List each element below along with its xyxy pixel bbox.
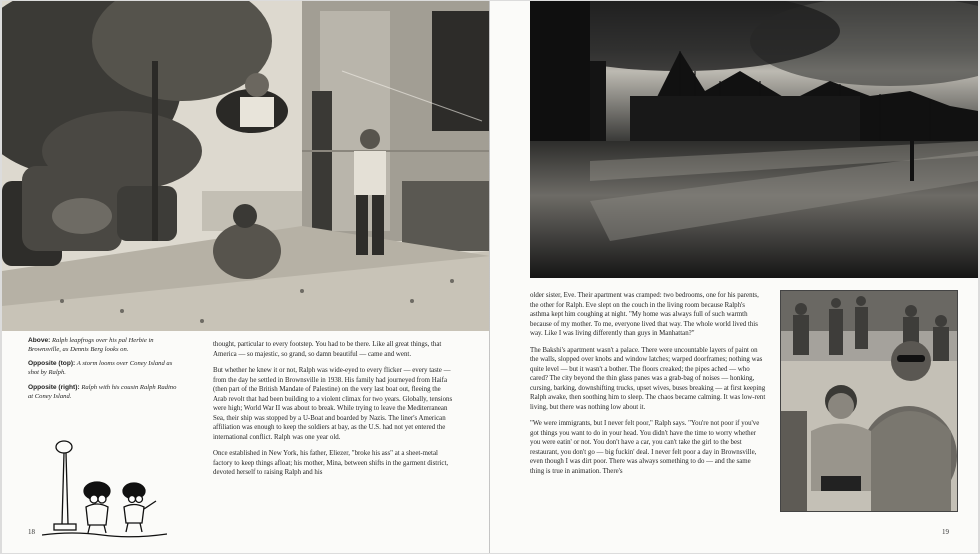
coney-island-storm-photo (530, 1, 978, 278)
paragraph: "We were immigrants, but I never felt poor," Ralph says. "You're not poor if you've got things you want to do in your head. You didn't have the time to worry whether you were eatin' or not. You don't have a car, you can't take the girl to the best restaurant, you don't go — big fuckin' deal. I never felt poor a day in Brownsville, even though I was dirt poor. There was always something to do — and the same thing is true in animation. There's (530, 420, 760, 475)
paragraph: older sister, Eve. Their apartment was cramped: two bedrooms, one for his parents, the other for Ralph. Eve slept on the couch in the living room because Ralph's asthma kept him coughing at night. "My home was always full of such warmth because of my mother. To me, everyone lived that way. The whole world lived this way. Like I was living differently than guys in Manhattan?" (530, 292, 759, 338)
photo-captions (28, 337, 178, 407)
right-page (490, 1, 978, 553)
paragraph: Once established in New York, his father, Eliezer, "broke his ass" at a sheet-metal factory to keep things afloat; his mother, Mina, between shifts in the garment district, devoted herself to raising Ralph and his (213, 450, 449, 477)
cartoon-characters-sketch (42, 439, 167, 539)
right-body-text (530, 291, 766, 483)
left-page (2, 1, 490, 553)
caption-opposite-right (28, 384, 178, 401)
coney-island-beach-photo (780, 290, 958, 512)
caption-label: Above: (28, 337, 51, 344)
caption-above (28, 337, 178, 354)
left-body-text (213, 340, 453, 485)
caption-text: Ralph with his cousin Ralph Radino at Coney Island. (28, 383, 177, 400)
page-number-left: 18 (28, 528, 35, 536)
page-number-right: 19 (942, 528, 949, 536)
caption-text: A storm looms over Coney Island as shot by Ralph. (28, 360, 173, 377)
caption-text: Ralph leapfrogs over his pal Herbie in Brownsville, as Dennis Berg looks on. (28, 337, 154, 353)
paragraph: The Bakshi's apartment wasn't a palace. There were uncountable layers of paint on the walls, slopped over knobs and window latches; warped doorframes; nothing was quite level — but it wasn't a bother. The floors creaked; the pipes ached — who cared? The city beyond the thin glass panes was a grab-bag of noises — honking, cursing, barking, downshifting trucks, upset wives, buses breaking — at first keeping Ralph awake, then soothing him to sleep. The chaos became calming. It was low-rent living, but there was nothing low about it. (530, 346, 766, 411)
caption-label: Opposite (right): (28, 383, 80, 391)
paragraph: thought, particular to every footstep. You had to be there. Like all great things, that America — so majestic, so grand, so damn beautiful — came and went. (213, 341, 442, 358)
caption-opposite-top (28, 360, 178, 377)
street-leapfrog-photo (2, 1, 490, 331)
paragraph: But whether he knew it or not, Ralph was wide-eyed to every flicker — every taste — from the day he settled in Brownsville in 1938. His family had journeyed from Haifa (then part of the British Mandate of Palestine) on the very last boat out, fleeing the Arab revolt that had been building to a violent climax for two years. Globally, tensions were high; World War II was about to break. While trying to leave the Mediterranean Sea, their ship was stopped by a U-Boat and boarded by Nazis. The liner's American affiliation was enough to keep the soldiers at bay, as the U.S. had not yet entered the international conflict. Ralph was one year old. (213, 367, 453, 441)
caption-label: Opposite (top): (28, 360, 76, 368)
